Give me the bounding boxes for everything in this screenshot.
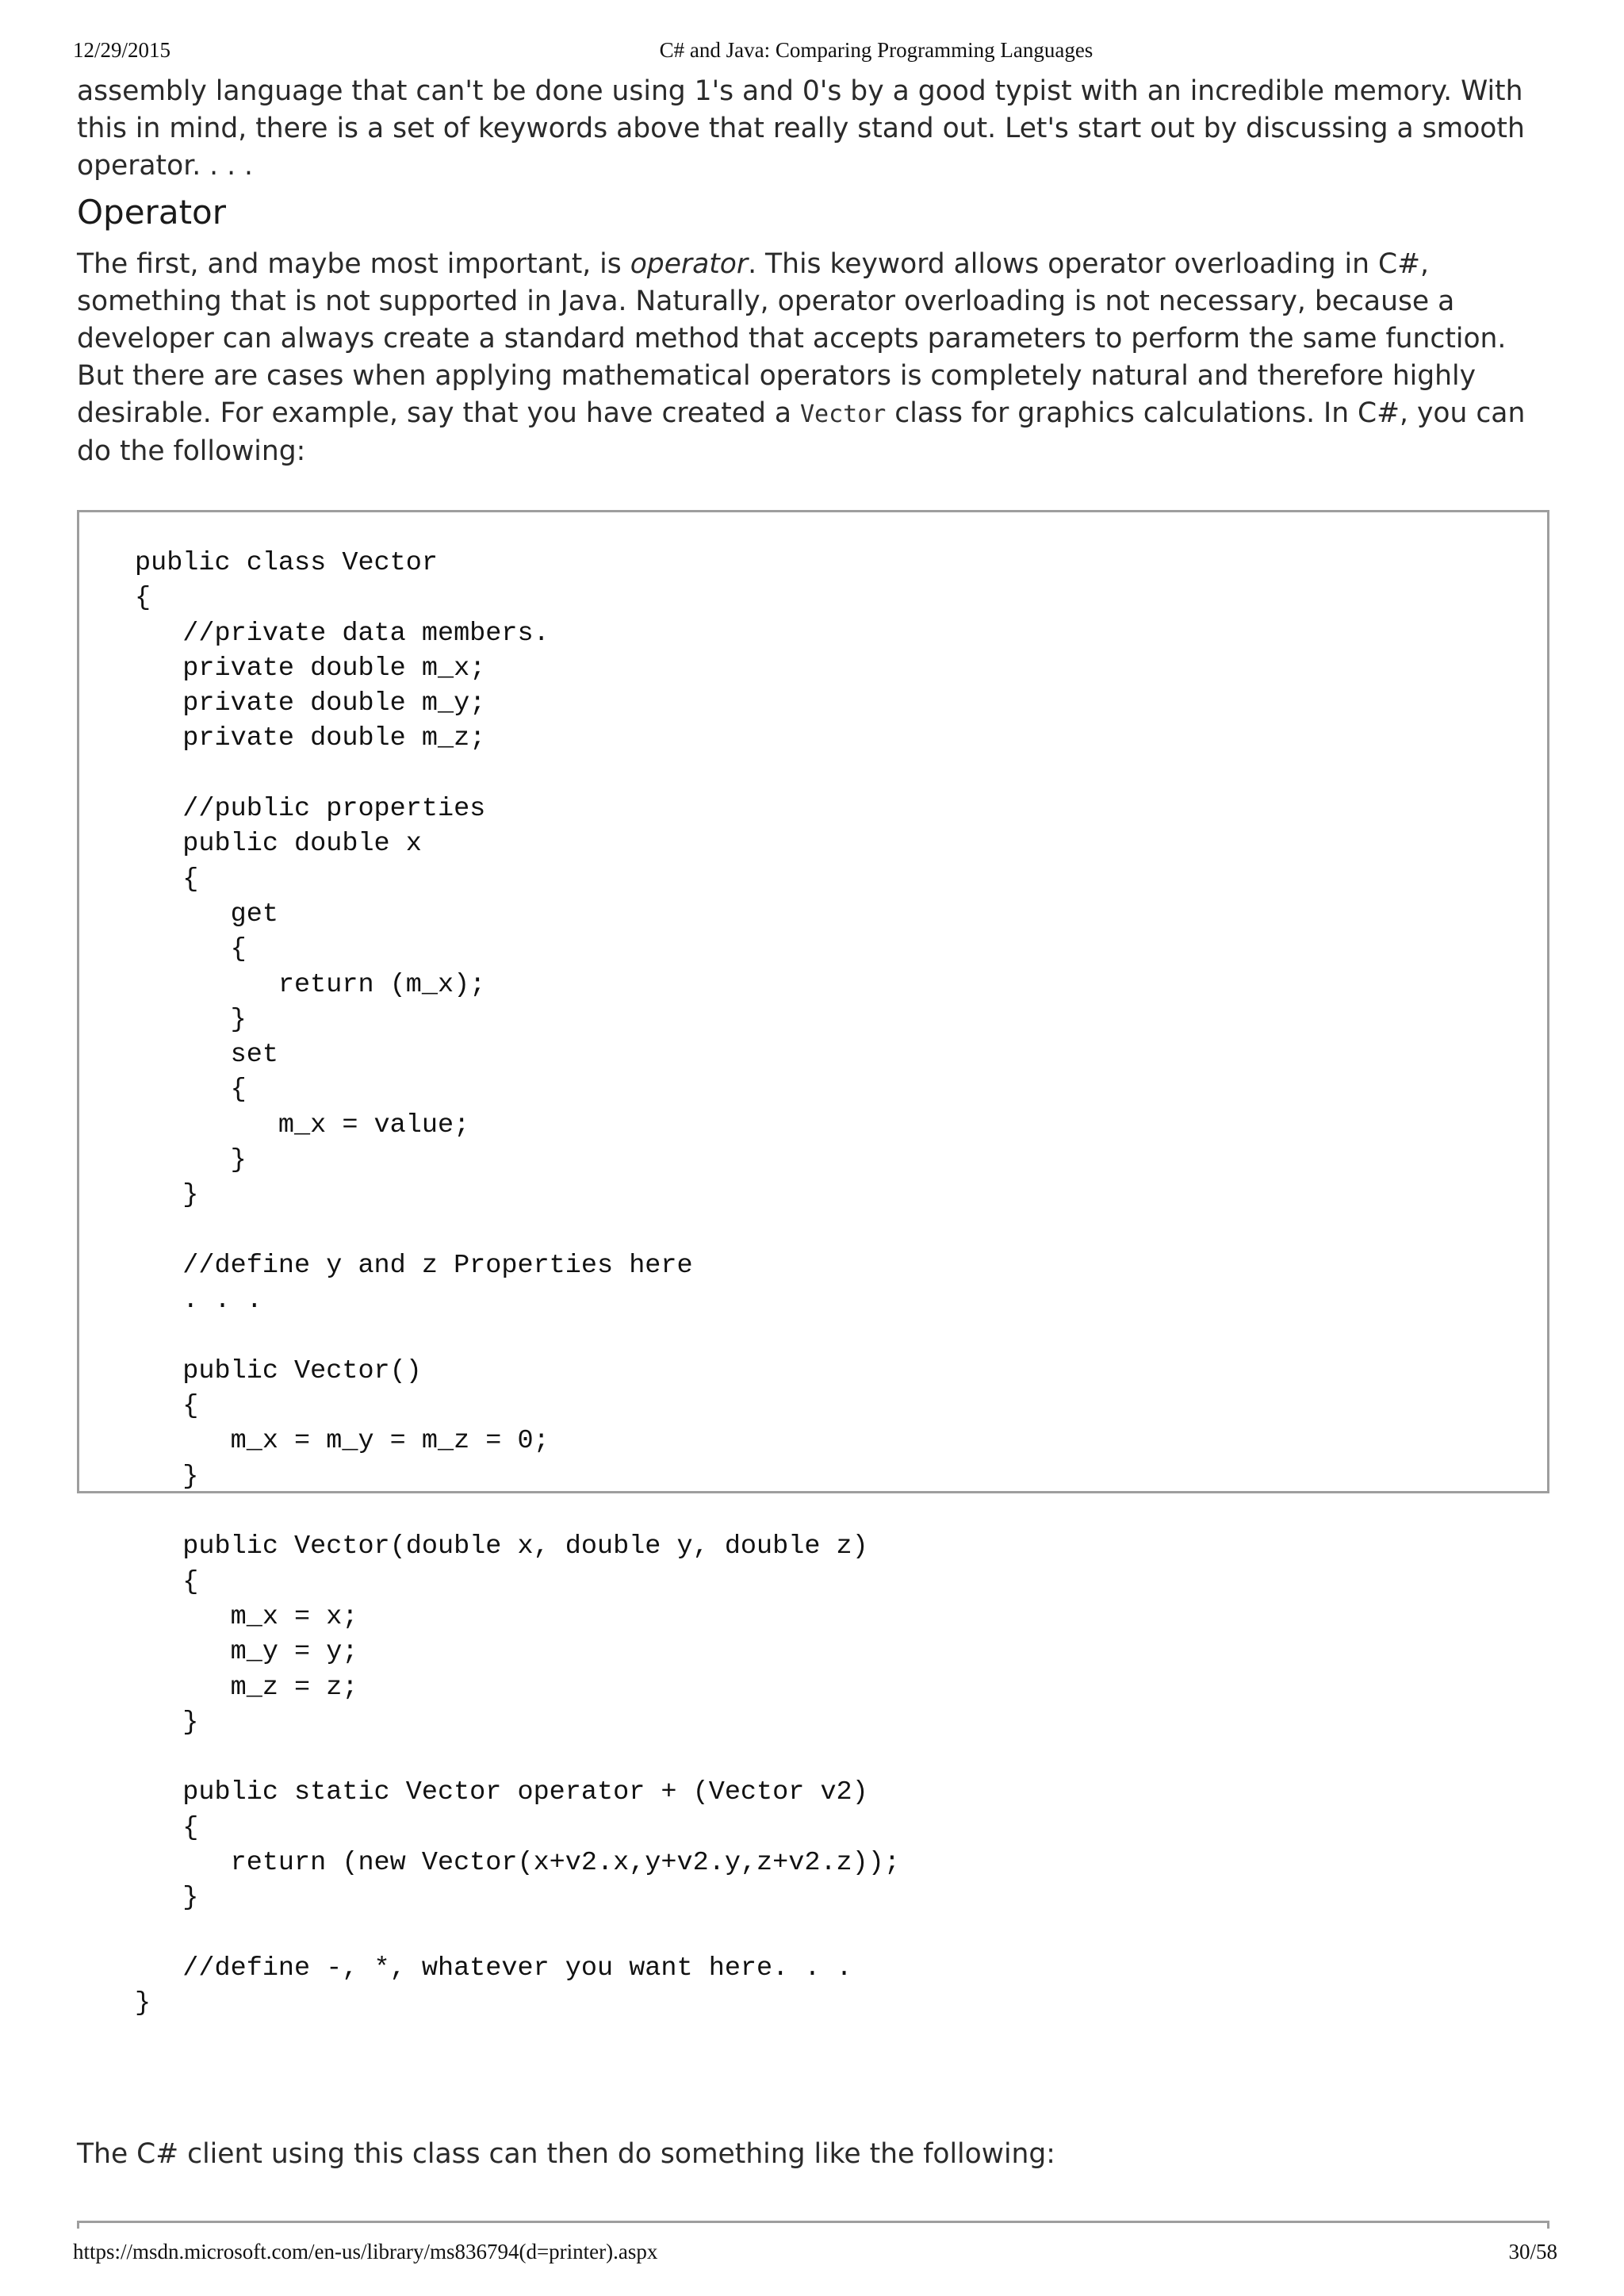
code-sample: public class Vector { //private data members. private double m_x; private double m_y; private double m_z; //public properties public double x { get { return (m_x); } set { m_x = value; } } //define y and z Properties here . . . public Vector() { m_x = m_y = m_z = 0; } public Vector(double x, double y, double z) { m_x = x; m_y = y; m_z = z; } public static Vector operator + (Vector v2) { return (new Vector(x+v2.x,y+v2.y,z+v2.z)); } //define -, *, whatever you want here. . . }	[135, 548, 900, 2019]
section-heading: Operator	[77, 193, 226, 232]
code-sample-box	[77, 510, 1549, 2019]
print-date: 12/29/2015	[73, 38, 171, 62]
intro-paragraph: assembly language that can't be done using 1's and 0's by a good typist with an incredible memory. With this in mind, there is a set of keywords above that really stand out. Let's start out by discussing a smooth operator. . . .	[77, 75, 1525, 182]
operator-paragraph-text-3: class for graphics calculations. In C#, you can do the following:	[77, 397, 1526, 467]
operator-paragraph-text-2: . This keyword allows operator overloading in C#, something that is not supported in Java. Naturally, operator overloading is not necessary, because a developer can always create a standard method that accepts parameters to perform the same function. But there are cases when applying mathematical operators is completely natural and therefore highly desirable. For example, say that you have created a	[77, 248, 1507, 429]
page-url: https://msdn.microsoft.com/en-us/library/ms836794(d=printer).aspx	[73, 2240, 658, 2263]
print-footer	[0, 2240, 1624, 2271]
inline-code-vector: Vector	[799, 401, 887, 428]
operator-paragraph-text-1: The first, and maybe most important, is	[77, 248, 630, 280]
operator-paragraph	[77, 246, 1552, 470]
article-content	[77, 73, 1552, 467]
page-number: 30/58	[1508, 2240, 1557, 2263]
next-code-box-edge	[77, 2221, 1549, 2229]
closing-paragraph: The C# client using this class can then do something like the following:	[77, 2137, 1055, 2170]
print-header	[0, 38, 1624, 70]
operator-keyword-emphasis: operator	[630, 248, 749, 280]
document-title: C# and Java: Comparing Programming Languages	[659, 38, 1094, 62]
